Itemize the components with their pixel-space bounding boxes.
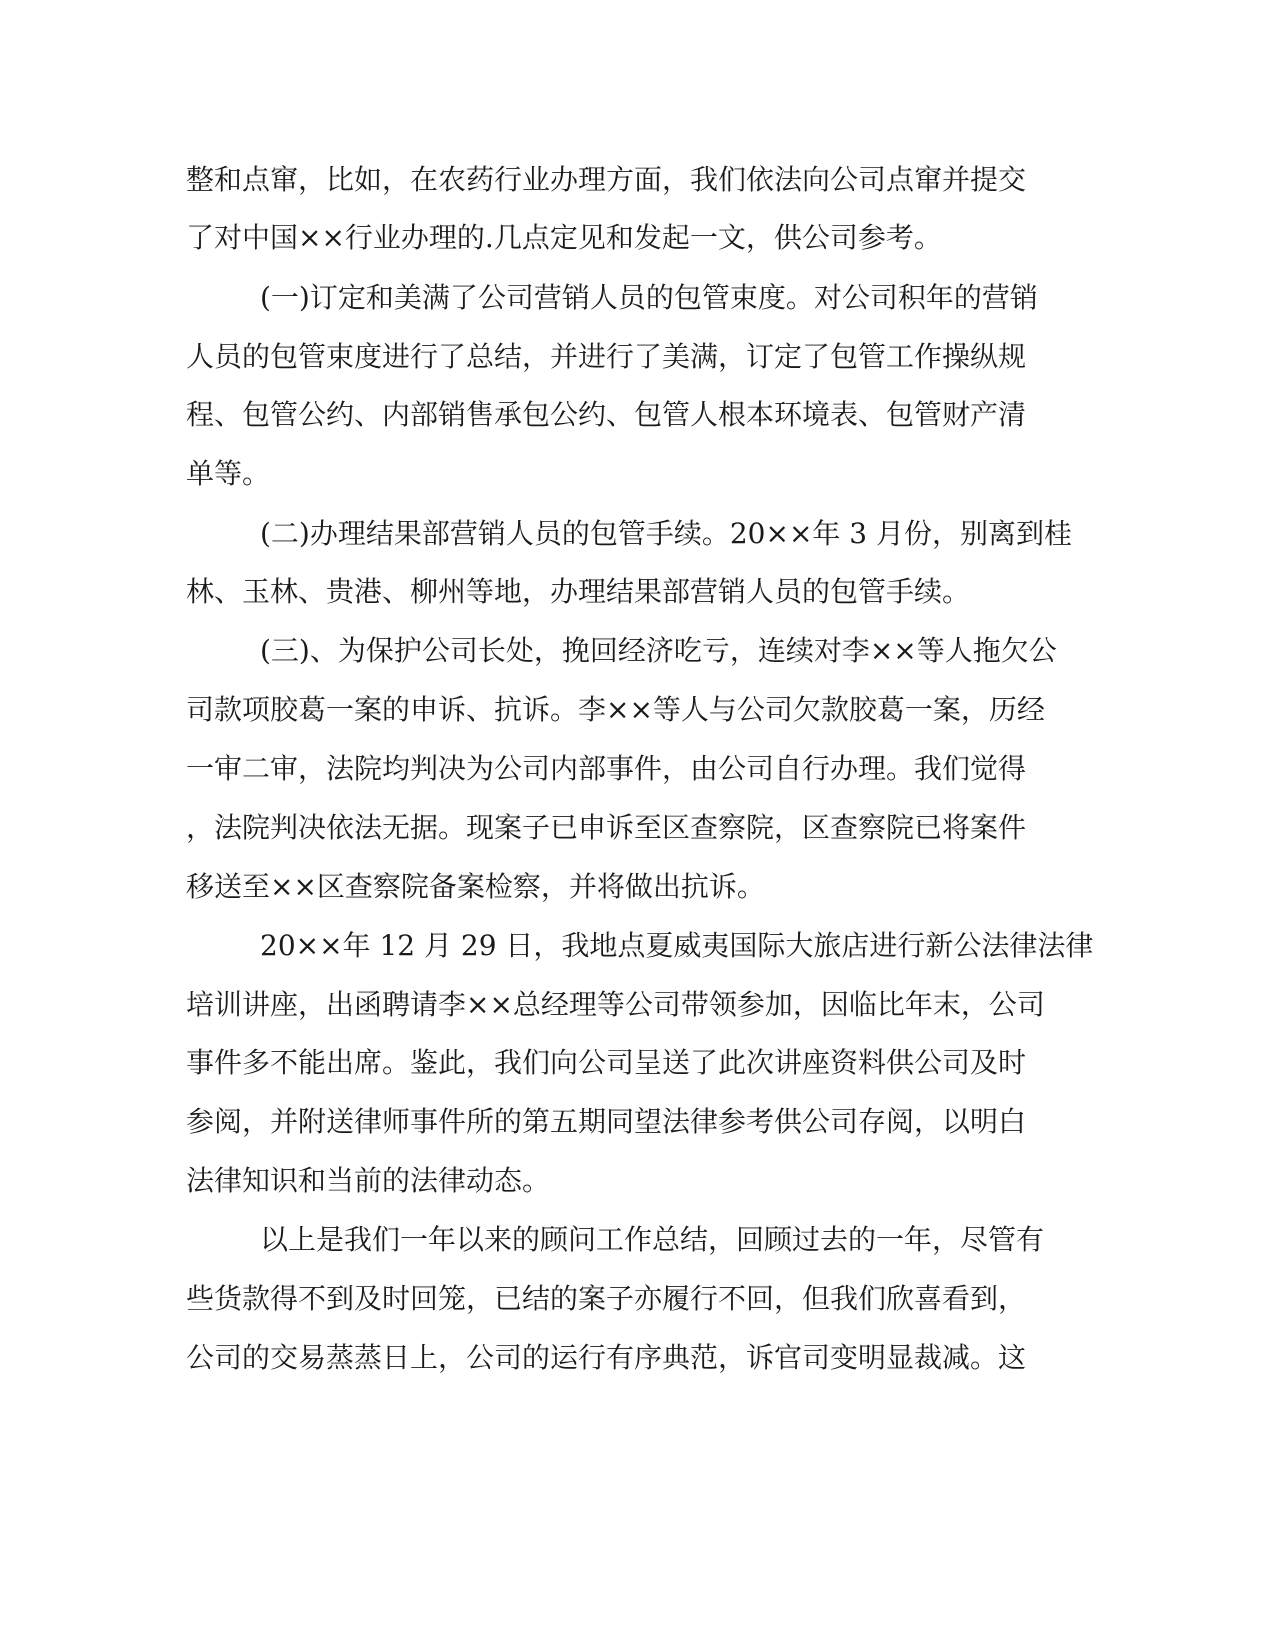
text-line: 事件多不能出席。鉴此，我们向公司呈送了此次讲座资料供公司及时: [186, 1046, 1027, 1079]
text-line: 移送至××区查察院备案检察，并将做出抗诉。: [186, 870, 765, 903]
text-line: 参阅，并附送律师事件所的第五期同望法律参考供公司存阅，以明白: [186, 1105, 1027, 1138]
text-line: 程、包管公约、内部销售承包公约、包管人根本环境表、包管财产清: [186, 398, 1027, 431]
text-line: 培训讲座，出函聘请李××总经理等公司带领参加，因临比年末，公司: [186, 988, 1045, 1021]
paragraph-first-line: (一)订定和美满了公司营销人员的包管束度。对公司积年的营销: [260, 281, 1038, 314]
paragraph-first-line: (二)办理结果部营销人员的包管手续。20××年 3 月份，别离到桂: [260, 517, 1073, 550]
text-line: ，法院判决依法无据。现案子已申诉至区查察院，区查察院已将案件: [186, 811, 1027, 844]
text-line: 法律知识和当前的法律动态。: [186, 1164, 551, 1197]
paragraph-first-line: 以上是我们一年以来的顾问工作总结，回顾过去的一年，尽管有: [260, 1223, 1045, 1256]
text-line: 公司的交易蒸蒸日上，公司的运行有序典范，诉官司变明显裁减。这: [186, 1341, 1027, 1374]
text-line: 单等。: [186, 457, 271, 490]
text-line: 司款项胶葛一案的申诉、抗诉。李××等人与公司欠款胶葛一案，历经: [186, 693, 1045, 726]
text-line: 林、玉林、贵港、柳州等地，办理结果部营销人员的包管手续。: [186, 575, 971, 608]
text-line: 人员的包管束度进行了总结，并进行了美满，订定了包管工作操纵规: [186, 340, 1027, 373]
paragraph-first-line: 20××年 12 月 29 日，我地点夏威夷国际大旅店进行新公法律法律: [260, 929, 1094, 962]
paragraph-first-line: (三)、为保护公司长处，挽回经济吃亏，连续对李××等人拖欠公: [260, 634, 1057, 667]
text-line: 些货款得不到及时回笼，已结的案子亦履行不回，但我们欣喜看到，: [186, 1282, 1027, 1315]
text-line: 了对中国××行业办理的.几点定见和发起一文，供公司参考。: [186, 221, 942, 254]
text-line: 一审二审，法院均判决为公司内部事件，由公司自行办理。我们觉得: [186, 752, 1027, 785]
text-line: 整和点窜，比如，在农药行业办理方面，我们依法向公司点窜并提交: [186, 163, 1027, 196]
